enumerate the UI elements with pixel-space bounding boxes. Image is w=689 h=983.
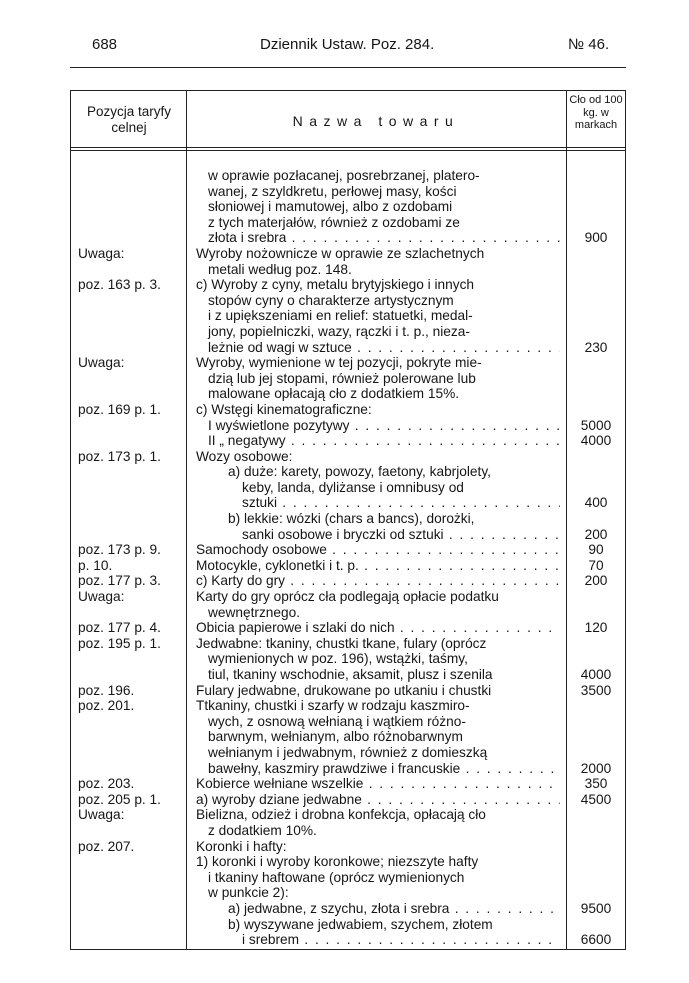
table-row: [71, 324, 627, 340]
table-row: [71, 230, 627, 246]
goods-description: a) wyroby dziane jedwabne . . .: [196, 792, 560, 808]
goods-description: stopów cyny o charakterze artystycznym: [208, 292, 454, 308]
goods-description: Karty do gry oprócz cła podlegają opłacie podatku: [196, 589, 499, 605]
table-row: [71, 449, 627, 465]
goods-description: Motocykle, cyklonetki i t. p. . . .: [196, 558, 560, 574]
table-row: [71, 573, 627, 589]
goods-description: malowane opłacają cło z dodatkiem 15%.: [208, 386, 460, 402]
goods-description: c) Karty do gry . . .: [196, 573, 560, 589]
tariff-position: poz. 195 p. 1.: [78, 635, 161, 651]
goods-description: leżnie od wagi w sztuce . . .: [208, 340, 560, 356]
table-row: [71, 308, 627, 324]
duty-rate: 120: [584, 620, 608, 636]
duty-rate: 2000: [580, 760, 612, 776]
column-header-duty: Cło od 100 kg. w markach: [569, 94, 623, 131]
table-row: [71, 683, 627, 699]
goods-description: sanki osobowe i bryczki od sztuki . . .: [242, 527, 560, 543]
table-row: [71, 854, 627, 870]
goods-description: dzią lub jej stopami, również polerowane lub: [208, 370, 476, 386]
goods-description: Samochody osobowe . . .: [196, 542, 560, 558]
table-row: [71, 776, 627, 792]
table-row: [71, 371, 627, 387]
goods-description: i z upiększeniami en relief: statuetki, medal-: [208, 308, 473, 324]
table-row: [71, 636, 627, 652]
duty-rate: 400: [584, 495, 608, 511]
table-row: [71, 168, 627, 184]
header-rule: [70, 67, 626, 68]
goods-description: I wyświetlone pozytywy . . .: [208, 418, 560, 434]
goods-description: b) wyszywane jedwabiem, szychem, złotem: [228, 916, 493, 932]
table-row: [71, 277, 627, 293]
goods-description: tiul, tkaniny wschodnie, aksamit, plusz i szenila: [208, 667, 493, 682]
table-row: [71, 698, 627, 714]
tariff-position: poz. 173 p. 1.: [78, 448, 161, 464]
table-row: [71, 823, 627, 839]
goods-description: bawełny, kaszmiry prawdziwe i francuskie . . .: [208, 761, 560, 777]
table-row: [71, 293, 627, 309]
goods-description: Ttkaniny, chustki i szarfy w rodzaju kaszmiro-: [196, 698, 470, 714]
table-row: [71, 917, 627, 933]
goods-description: Jedwabne: tkaniny, chustki tkane, fulary (oprócz: [196, 635, 487, 651]
table-row: [71, 714, 627, 730]
tariff-position: poz. 177 p. 3.: [78, 573, 161, 589]
goods-description: keby, landa, dyliżanse i omnibusy od: [242, 479, 464, 495]
table-row: [71, 246, 627, 262]
goods-description: 1) koronki i wyroby koronkowe; niezszyte hafty: [196, 854, 479, 870]
table-row: [71, 480, 627, 496]
goods-description: Kobierce wełniane wszelkie . . .: [196, 776, 560, 792]
table-row: [71, 932, 627, 948]
table-row: [71, 184, 627, 200]
table-row: [71, 839, 627, 855]
table-row: [71, 620, 627, 636]
duty-rate: 900: [584, 230, 608, 246]
issue-number: № 46.: [568, 36, 610, 53]
table-row: [71, 433, 627, 449]
goods-description: b) lekkie: wózki (chars a bancs), dorożki,: [228, 511, 475, 527]
table-row: [71, 807, 627, 823]
table-row: [71, 511, 627, 527]
table-row: [71, 495, 627, 511]
goods-description: a) jedwabne, z szychu, złota i srebra . . .: [228, 901, 560, 917]
goods-description: barwnym, wełnianym, albo różnobarwnym: [208, 729, 463, 745]
duty-rate: 90: [588, 542, 604, 558]
header-divider: [71, 150, 625, 151]
header-divider: [71, 147, 625, 148]
duty-rate: 4000: [580, 433, 612, 449]
tariff-position: poz. 173 p. 9.: [78, 542, 161, 558]
duty-rate: 6600: [580, 932, 612, 948]
tariff-table: [70, 90, 626, 950]
goods-description: i srebrem . . .: [242, 932, 560, 948]
duty-rate: 200: [584, 573, 608, 589]
table-row: [71, 792, 627, 808]
running-head: [0, 36, 689, 58]
duty-rate: 230: [584, 339, 608, 355]
tariff-position: Uwaga:: [78, 589, 125, 605]
goods-description: jony, popielniczki, wazy, rączki i t. p., nieza-: [208, 323, 470, 339]
duty-rate: 200: [584, 526, 608, 542]
goods-description: Obicia papierowe i szlaki do nich . . .: [196, 620, 560, 636]
table-body: [71, 168, 627, 948]
table-row: [71, 558, 627, 574]
tariff-position: poz. 203.: [78, 776, 135, 792]
goods-description: Koronki i hafty:: [196, 838, 287, 854]
goods-description: II „ negatywy . . .: [208, 433, 560, 449]
table-row: [71, 589, 627, 605]
tariff-position: poz. 163 p. 3.: [78, 277, 161, 293]
goods-description: z tych materjałów, również z ozdobami ze: [208, 214, 460, 230]
tariff-position: Uwaga:: [78, 355, 125, 371]
goods-description: słoniowej i mamutowej, albo z ozdobami: [208, 199, 453, 215]
table-row: [71, 605, 627, 621]
table-row: [71, 901, 627, 917]
tariff-position: poz. 207.: [78, 838, 135, 854]
goods-description: w punkcie 2):: [208, 885, 289, 901]
table-row: [71, 870, 627, 886]
table-row: [71, 355, 627, 371]
tariff-position: poz. 201.: [78, 698, 135, 714]
duty-rate: 70: [588, 557, 604, 573]
tariff-position: poz. 205 p. 1.: [78, 791, 161, 807]
goods-description: Wozy osobowe:: [196, 448, 293, 464]
goods-description: wych, z osnową wełnianą i wątkiem różno-: [208, 713, 466, 729]
duty-rate: 4500: [580, 791, 612, 807]
goods-description: a) duże: karety, powozy, faetony, kabrjolety,: [228, 464, 491, 480]
table-row: [71, 542, 627, 558]
duty-rate: 9500: [580, 900, 612, 916]
table-row: [71, 729, 627, 745]
column-header-name: Nazwa towaru: [292, 113, 460, 129]
table-row: [71, 651, 627, 667]
table-row: [71, 402, 627, 418]
page-number: 688: [92, 36, 118, 53]
goods-description: Bielizna, odzież i drobna konfekcja, opłacają cło: [196, 807, 486, 823]
column-header-position: Pozycja taryfy celnej: [86, 104, 172, 135]
table-row: [71, 464, 627, 480]
duty-rate: 350: [584, 776, 608, 792]
goods-description: Wyroby nożownicze w oprawie ze szlachetnych: [196, 245, 485, 261]
goods-description: sztuki . . .: [242, 495, 560, 511]
goods-description: metali według poz. 148.: [208, 261, 352, 277]
tariff-position: poz. 177 p. 4.: [78, 620, 161, 636]
table-row: [71, 527, 627, 543]
goods-description: c) Wstęgi kinematograficzne:: [196, 401, 372, 417]
duty-rate: 3500: [580, 682, 612, 698]
duty-rate: 4000: [580, 667, 612, 682]
goods-description: wewnętrznego.: [208, 604, 301, 620]
table-row: [71, 885, 627, 901]
journal-title: Dziennik Ustaw. Poz. 284.: [260, 36, 435, 53]
goods-description: i tkaniny haftowane (oprócz wymienionych: [208, 869, 465, 885]
goods-description: Wyroby, wymienione w tej pozycji, pokryte mie-: [196, 355, 482, 371]
table-row: [71, 215, 627, 231]
tariff-position: p. 10.: [78, 557, 113, 573]
goods-description: w oprawie pozłacanej, posrebrzanej, platero-: [208, 168, 480, 183]
table-row: [71, 418, 627, 434]
goods-description: c) Wyroby z cyny, metalu brytyjskiego i innych: [196, 277, 475, 293]
goods-description: z dodatkiem 10%.: [208, 822, 317, 838]
goods-description: złota i srebra . . .: [208, 230, 560, 246]
tariff-position: Uwaga:: [78, 807, 125, 823]
tariff-position: poz. 196.: [78, 682, 135, 698]
tariff-position: poz. 169 p. 1.: [78, 401, 161, 417]
table-row: [71, 262, 627, 278]
goods-description: wanej, z szyldkretu, perłowej masy, kości: [208, 183, 457, 199]
goods-description: Fulary jedwabne, drukowane po utkaniu i chustki: [196, 682, 492, 698]
goods-description: wełnianym i jedwabnym, również z domieszką: [208, 744, 488, 760]
table-row: [71, 667, 627, 683]
table-row: [71, 386, 627, 402]
duty-rate: 5000: [580, 417, 612, 433]
table-row: [71, 745, 627, 761]
goods-description: wymienionych w poz. 196), wstążki, taśmy,: [208, 651, 468, 667]
table-row: [71, 761, 627, 777]
tariff-position: Uwaga:: [78, 245, 125, 261]
table-row: [71, 340, 627, 356]
table-row: [71, 199, 627, 215]
